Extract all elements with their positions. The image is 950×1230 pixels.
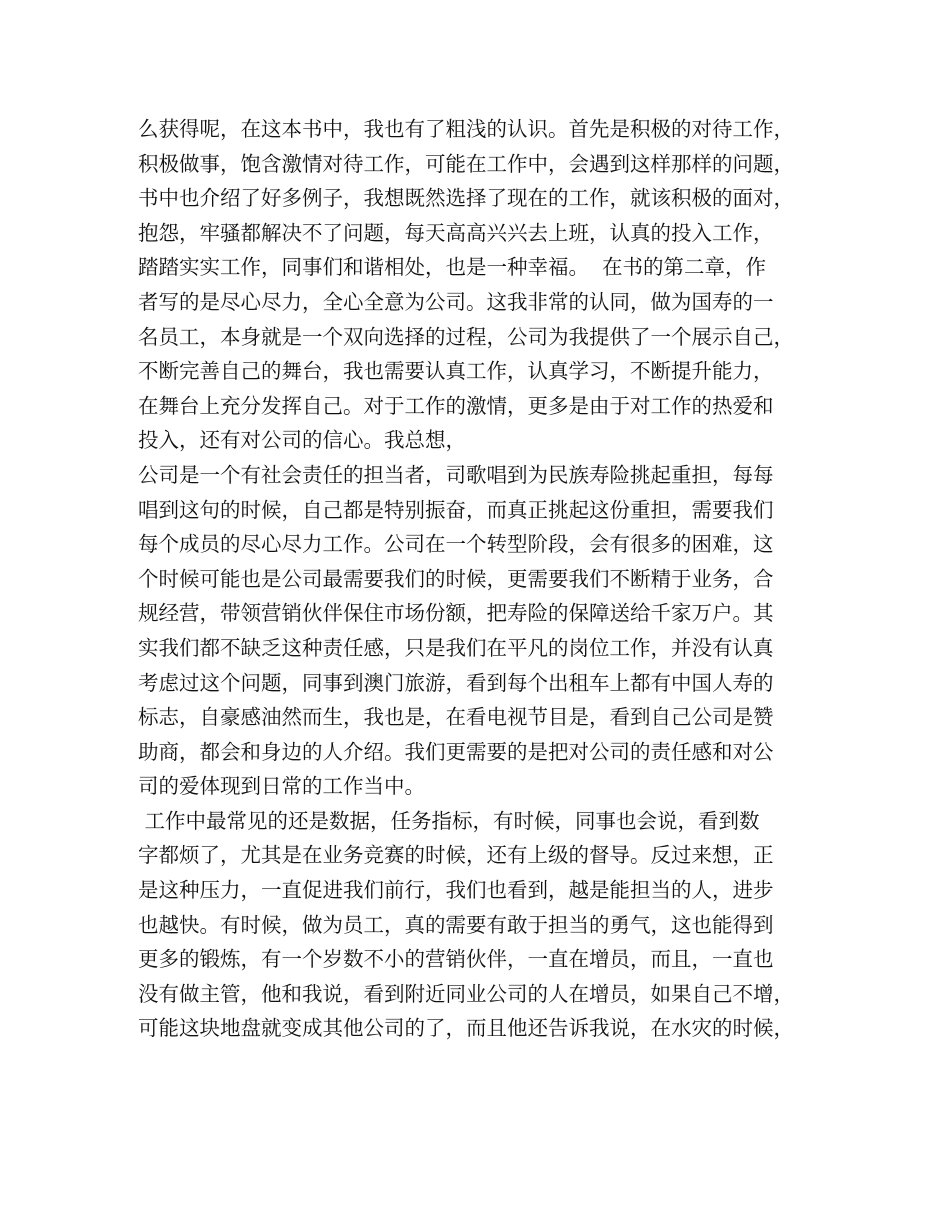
- text-line: 公司是一个有社会责任的担当者，司歌唱到为民族寿险挑起重担，每每: [138, 462, 774, 487]
- text-line: 助商，都会和身边的人介绍。我们更需要的是把对公司的责任感和对公: [138, 739, 774, 764]
- text-line: 积极做事，饱含激情对待工作，可能在工作中，会遇到这样那样的问题，: [138, 151, 794, 176]
- text-line: 书中也介绍了好多例子，我想既然选择了现在的工作，就该积极的面对，: [138, 186, 794, 211]
- text-line: 没有做主管，他和我说，看到附近同业公司的人在增员，如果自己不增，: [138, 981, 794, 1006]
- text-line: 字都烦了，尤其是在业务竞赛的时候，还有上级的督导。反过来想，正: [138, 843, 774, 868]
- text-line: 唱到这句的时候，自己都是特别振奋，而真正挑起这份重担，需要我们: [138, 497, 774, 522]
- text-line: 在舞台上充分发挥自己。对于工作的激情，更多是由于对工作的热爱和: [138, 393, 774, 418]
- text-line: 么获得呢，在这本书中，我也有了粗浅的认识。首先是积极的对待工作，: [138, 117, 794, 141]
- text-line: 实我们都不缺乏这种责任感，只是我们在平凡的岗位工作，并没有认真: [138, 635, 774, 660]
- text-line: 踏踏实实工作，同事们和谐相处，也是一种幸福。 在书的第二章，作: [138, 255, 767, 280]
- text-line: 考虑过这个问题，同事到澳门旅游，看到每个出租车上都有中国人寿的: [138, 670, 774, 695]
- text-line: 可能这块地盘就变成其他公司的了，而且他还告诉我说，在水灾的时候，: [138, 1016, 794, 1041]
- text-line: 工作中最常见的还是数据，任务指标，有时候，同事也会说，看到数: [138, 808, 760, 833]
- text-line: 个时候可能也是公司最需要我们的时候，更需要我们不断精于业务，合: [138, 566, 774, 591]
- text-line: 投入，还有对公司的信心。我总想，: [138, 428, 466, 453]
- text-line: 每个成员的尽心尽力工作。公司在一个转型阶段，会有很多的困难，这: [138, 532, 774, 557]
- text-line: 不断完善自己的舞台，我也需要认真工作，认真学习，不断提升能力，: [138, 359, 774, 384]
- text-line: 规经营，带领营销伙伴保住市场份额，把寿险的保障送给千家万户。其: [138, 601, 774, 626]
- text-line: 者写的是尽心尽力，全心全意为公司。这我非常的认同，做为国寿的一: [138, 289, 774, 314]
- text-line: 是这种压力，一直促进我们前行，我们也看到，越是能担当的人，进步: [138, 878, 774, 903]
- text-line: 更多的锻炼，有一个岁数不小的营销伙伴，一直在增员，而且，一直也: [138, 947, 774, 972]
- text-line: 标志，自豪感油然而生，我也是，在看电视节目是，看到自己公司是赞: [138, 705, 774, 730]
- text-line: 抱怨，牢骚都解决不了问题，每天高高兴兴去上班，认真的投入工作，: [138, 220, 774, 245]
- text-line: 司的爱体现到日常的工作当中。: [138, 774, 425, 799]
- body-text: [138, 112, 838, 1046]
- text-line: 名员工，本身就是一个双向选择的过程，公司为我提供了一个展示自己，: [138, 324, 794, 349]
- text-line: 也越快。有时候，做为员工，真的需要有敢于担当的勇气，这也能得到: [138, 912, 774, 937]
